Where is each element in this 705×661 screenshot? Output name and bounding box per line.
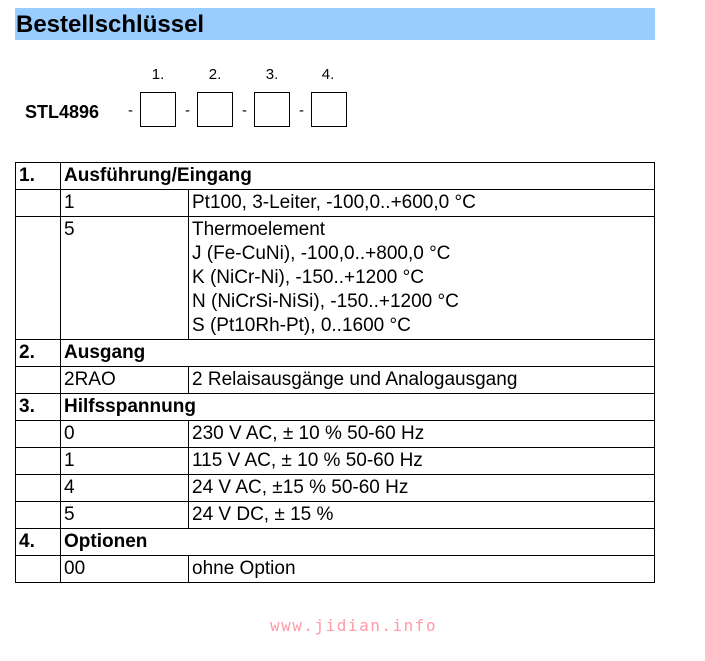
section-row [16,529,655,556]
position-number: 1. [151,66,165,83]
section-heading: Ausgang [61,340,655,367]
table-row [16,217,655,340]
table-row [16,421,655,448]
option-description: ohne Option [189,556,655,583]
table-row [16,190,655,217]
separator: - [242,102,247,119]
option-description: 24 V DC, ± 15 % [189,502,655,529]
section-number: 2. [16,340,61,367]
section-number: 1. [16,163,61,190]
option-description: 230 V AC, ± 10 % 50-60 Hz [189,421,655,448]
option-description: 24 V AC, ±15 % 50-60 Hz [189,475,655,502]
table-row [16,367,655,394]
option-code: 1 [61,190,189,217]
table-row [16,475,655,502]
option-code: 5 [61,502,189,529]
section-heading: Optionen [61,529,655,556]
separator: - [185,102,190,119]
code-slot-3 [254,92,290,127]
section-row [16,163,655,190]
section-number: 4. [16,529,61,556]
table-row [16,556,655,583]
separator: - [128,102,133,119]
option-code: 00 [61,556,189,583]
code-slot-2 [197,92,233,127]
page-title: Bestellschlüssel [16,11,205,38]
option-description: 115 V AC, ± 10 % 50-60 Hz [189,448,655,475]
position-number: 3. [265,66,279,83]
option-code: 0 [61,421,189,448]
option-code: 1 [61,448,189,475]
section-row [16,394,655,421]
section-row [16,340,655,367]
section-heading: Hilfsspannung [61,394,655,421]
option-code: 2RAO [61,367,189,394]
section-heading: Ausführung/Eingang [61,163,655,190]
table-row [16,502,655,529]
title-bar [15,8,655,40]
table-row [16,448,655,475]
option-code: 4 [61,475,189,502]
option-code: 5 [61,217,189,340]
watermark: www.jidian.info [270,616,437,635]
code-slot-4 [311,92,347,127]
position-number: 4. [321,66,335,83]
separator: - [299,102,304,119]
model-name: STL4896 [25,102,100,122]
option-description: 2 Relaisausgänge und Analogausgang [189,367,655,394]
option-description: Thermoelement J (Fe-CuNi), -100,0..+800,0 °C K (NiCr-Ni), -150..+1200 °C N (NiCrSi-NiSi), -150..+1200 °C S (Pt10Rh-Pt), 0..1600 °C [189,217,655,340]
order-code-table [15,162,655,583]
section-number: 3. [16,394,61,421]
option-description: Pt100, 3-Leiter, -100,0..+600,0 °C [189,190,655,217]
position-number: 2. [208,66,222,83]
code-slot-1 [140,92,176,127]
